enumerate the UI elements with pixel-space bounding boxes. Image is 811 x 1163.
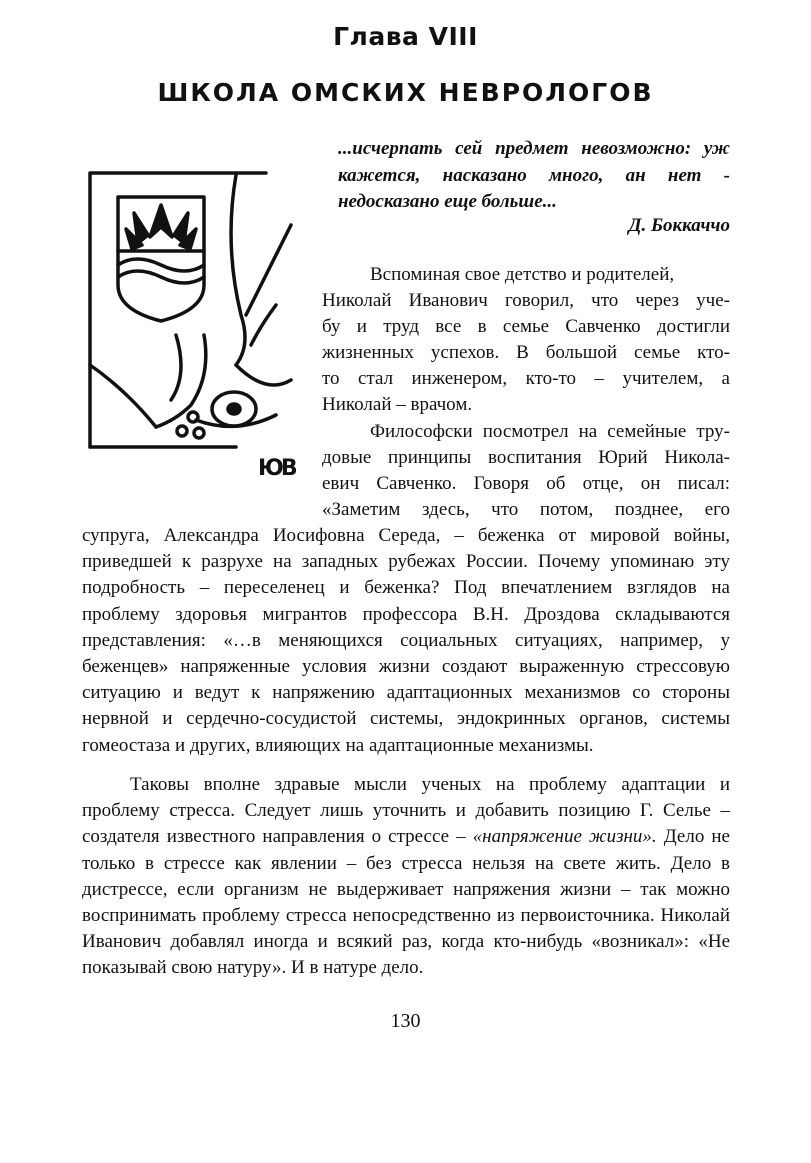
col-line: бу и труд все в семье Савченко достигли [322, 316, 730, 337]
paragraph-2-quote: «напряжение жизни». [472, 826, 657, 848]
col-line: «Заметим здесь, что потом, позднее, его [322, 499, 730, 520]
col-line: Философски посмотрел на семейные тру- [370, 421, 730, 442]
col-line: Николай Иванович говорил, что через уче- [322, 290, 730, 311]
emblem-monogram: ЮВ [258, 456, 295, 481]
col-line: довые принципы воспитания Юрий Никола- [322, 447, 730, 468]
col-line: Николай – врачом. [322, 394, 473, 415]
epigraph-author: Д. Боккаччо [628, 215, 730, 236]
paragraph-1: супруга, Александра Иосифовна Середа, – беженка от мировой войны, приведшей к разрухе на западных рубежах России. Почему упоминаю эту подробность – переселенец и беженка? Под впечатлением взглядов на проблему здоровья мигрантов профессора В.Н. Дроздова складываются представления: «…в меняющихся социальных ситуациях, например, у беженцев» напряженные условия жизни создают выраженную стрессовую ситуацию и ведут к напряжению адаптационных механизмов со стороны нервной и сердечно-сосудистой системы, эндокринных органов, системы гомеостаза и других, влияющих на адаптационные механизмы. [82, 525, 730, 756]
col-line: евич Савченко. Говоря об отце, он писал: [322, 473, 730, 494]
paragraph-2-end: Дело не только в стрессе как явлении – без стресса нельзя на свете жить. Дело в дистрессе, если организм не выдерживает напряжения жизни – так можно воспринимать проблему стресса непосредственно из первоисточника. Николай Иванович добавлял иногда и всякий раз, когда кто-нибудь «возникал»: «Не показывай свою натуру». И в натуре дело. [82, 826, 730, 979]
paragraph-2-start: Таковы вполне здравые мысли ученых на проблему адаптации и проблему стресса. Следует лишь уточнить и добавить позицию Г. Селье – создателя известного направления о стрессе – [82, 774, 730, 848]
chapter-heading: Глава VIII [333, 22, 478, 51]
epigraph-text: ...исчерпать сей предмет невозможно: уж кажется, насказано много, ан нет - недосказано еще больше... [338, 138, 730, 212]
col-line: Вспоминая свое детство и родителей, [370, 264, 675, 285]
chapter-title: ШКОЛА ОМСКИХ НЕВРОЛОГОВ [157, 78, 654, 107]
page-number: 130 [390, 1010, 421, 1032]
school-emblem [86, 165, 301, 485]
col-line: то стал инженером, кто-то – учителем, а [322, 368, 730, 389]
paragraph-2 [82, 772, 730, 982]
col-line: жизненных успехов. В большой семье кто- [322, 342, 730, 363]
